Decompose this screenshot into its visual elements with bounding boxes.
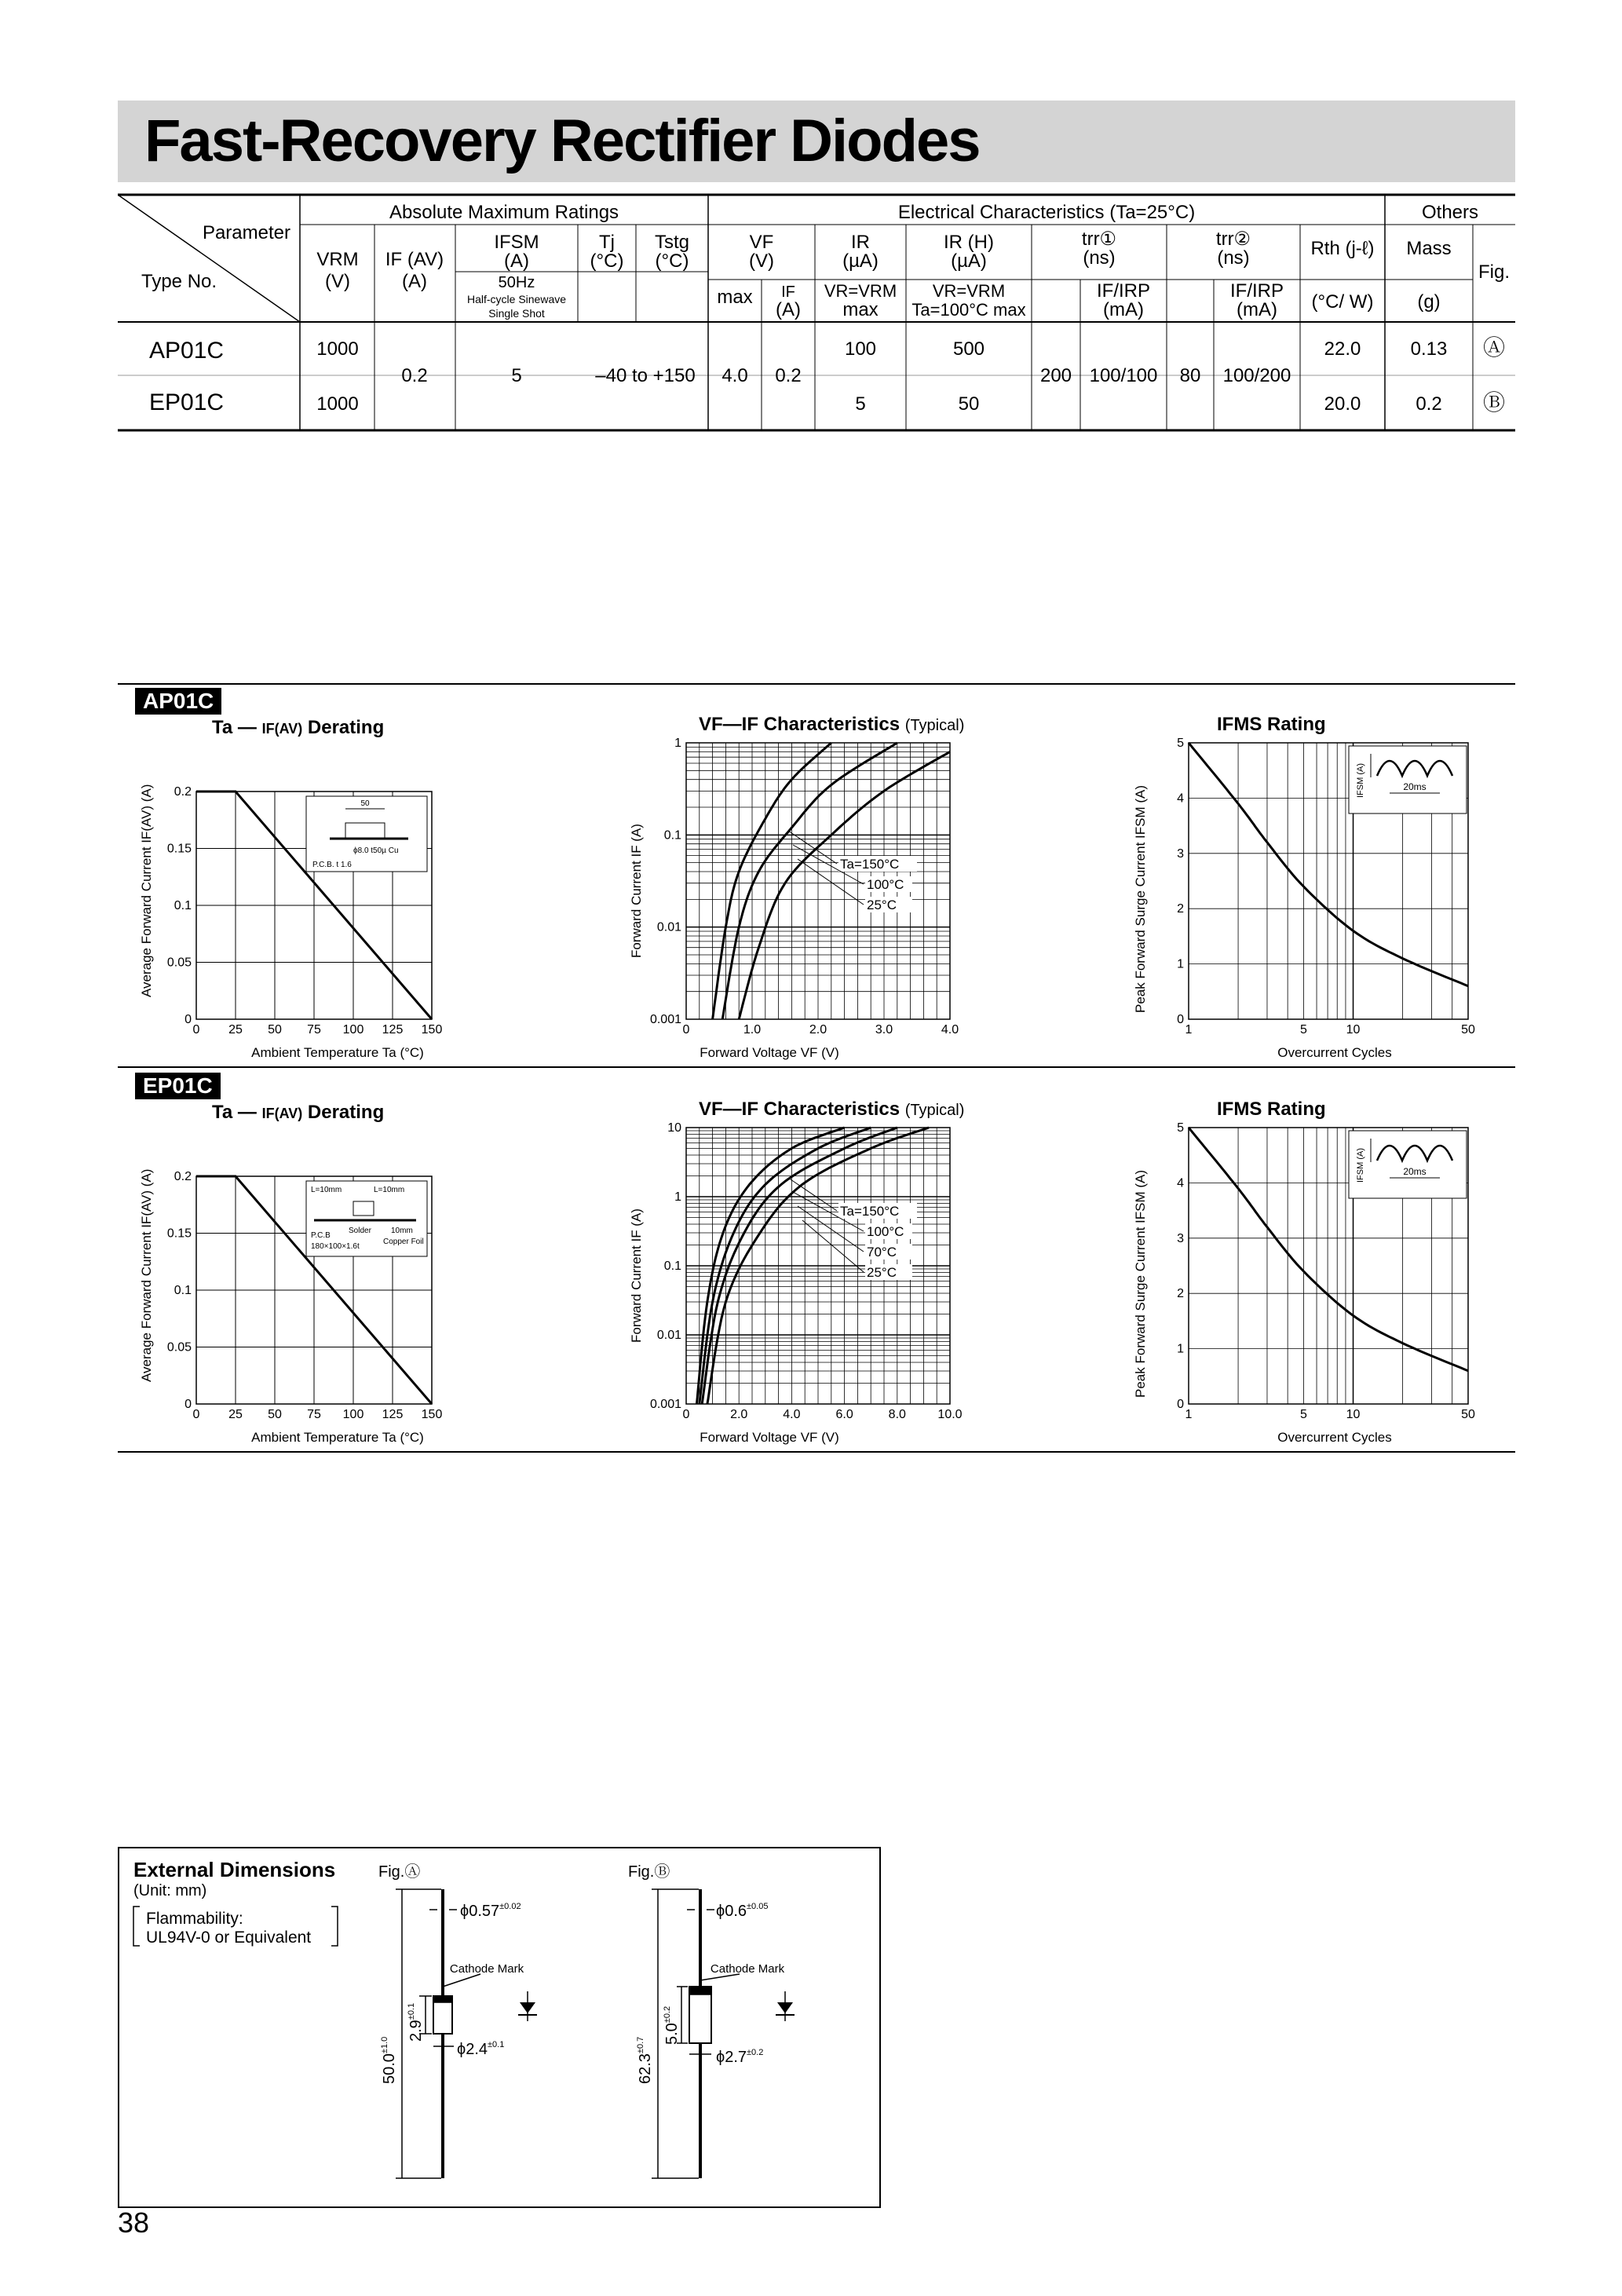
svg-text:50.0±1.0 xyxy=(380,2037,398,2084)
ep-derating-ytick: 0.2 xyxy=(174,1170,192,1183)
ap-ifsm-ytick: 0 xyxy=(1177,1013,1184,1026)
spec-table xyxy=(118,193,1515,432)
hdr-trr1: trr① xyxy=(1081,229,1117,250)
cell-trr1c: 100/100 xyxy=(1089,365,1158,386)
ep-vfif-legend-label: 70°C xyxy=(867,1245,897,1260)
page-number: 38 xyxy=(118,2206,150,2239)
a-len-tol: ±1.0 xyxy=(380,2036,389,2054)
hdr-tstg: Tstg xyxy=(654,232,690,253)
ep-vfif-xtick: 2.0 xyxy=(730,1408,748,1421)
svg-text:5.0±0.2 xyxy=(663,2006,681,2045)
ap-ifsm-inset-frame xyxy=(1349,746,1467,813)
ep-derating-inset-t3: Solder xyxy=(349,1227,371,1235)
hdr-elec: Electrical Characteristics (Ta=25°C) xyxy=(897,202,1196,223)
ap-ifsm-ytick: 4 xyxy=(1177,792,1184,806)
ep-vfif-ytick: 1 xyxy=(674,1190,681,1204)
ap-ifsm-ylabel: Peak Forward Surge Current IFSM (A) xyxy=(1133,784,1148,1013)
ap-derating-title-mid: IF(AV) xyxy=(261,721,303,737)
external-dimensions-box xyxy=(118,1847,881,2208)
ep-vfif-ylabel: Forward Current IF (A) xyxy=(629,1208,644,1343)
ep-derating-xtick: 50 xyxy=(268,1408,282,1421)
section-label-ap: AP01C xyxy=(135,688,221,715)
ap-derating-ytick: 0.2 xyxy=(174,785,192,799)
ap-derating-chart xyxy=(133,707,495,1060)
ap-ifsm-xtick: 50 xyxy=(1461,1023,1475,1036)
ep-derating-inset-device xyxy=(353,1201,374,1216)
svg-text:Ta — IF(AV) Derating: Ta — IF(AV) Derating xyxy=(212,1102,385,1123)
ap-derating-title-pre: Ta xyxy=(212,717,233,738)
ep-ifsm-xtick: 50 xyxy=(1461,1408,1475,1421)
ep-vfif-title-pre: VF xyxy=(699,1099,723,1120)
ap-vfif-xtick: 2.0 xyxy=(809,1023,827,1036)
ep-vfif-legend-label: Ta=150°C xyxy=(840,1204,900,1219)
hdr-ifsm: IFSM xyxy=(494,232,539,253)
hdr-trr1-c2: (mA) xyxy=(1103,299,1144,320)
ap-vfif-ytick: 1 xyxy=(674,737,681,750)
row-ep-vrm: 1000 xyxy=(316,393,359,415)
row-ap-irh: 500 xyxy=(952,338,985,360)
ap-derating-title-post: Derating xyxy=(307,717,385,738)
cell-vf-if: 0.2 xyxy=(775,365,802,386)
hdr-tj-u: (°C) xyxy=(590,250,624,272)
hdr-trr1-c: IF/IRP xyxy=(1096,280,1151,302)
ap-ifsm-ytick: 2 xyxy=(1177,902,1184,916)
b-dia: ϕ2.7 xyxy=(716,2049,747,2066)
a-lead: ϕ0.57 xyxy=(460,1903,500,1920)
a-body-tol: ±0.1 xyxy=(407,2002,416,2020)
hdr-type: Type No. xyxy=(141,271,217,292)
ext-flam2: UL94V-0 or Equivalent xyxy=(146,1929,312,1947)
ap-derating-xtick: 75 xyxy=(307,1023,321,1036)
cell-ifsm: 5 xyxy=(511,365,522,386)
ap-ifsm-chart xyxy=(1123,707,1500,1060)
svg-text:IFMS Rating xyxy=(1217,714,1326,735)
hdr-irh-c2: Ta=100°C max xyxy=(911,300,1026,320)
ap-ifsm-xtick: 5 xyxy=(1300,1023,1307,1036)
ep-derating-xtick: 125 xyxy=(382,1408,404,1421)
row-ap-ir: 100 xyxy=(844,338,877,360)
ep-derating-inset-t2: P.C.B xyxy=(311,1231,331,1240)
ep-derating-xtick: 75 xyxy=(307,1408,321,1421)
ep-derating-title-pre: Ta xyxy=(212,1102,233,1123)
row-ep-fig: Ⓑ xyxy=(1482,390,1506,415)
ep-derating-xtick: 150 xyxy=(421,1408,443,1421)
ap-ifsm-inset-ylabel: IFSM (A) xyxy=(1356,763,1365,798)
ap-vfif-title-post: Characteristics xyxy=(763,714,901,735)
ap-vfif-title-pre: VF xyxy=(699,714,723,735)
ep-ifsm-inset-ylabel: IFSM (A) xyxy=(1356,1148,1365,1183)
ep-derating-ytick: 0.05 xyxy=(166,1340,192,1355)
ep-vfif-ytick: 0.001 xyxy=(649,1398,681,1411)
ext-fig-a: Fig.Ⓐ xyxy=(378,1863,421,1881)
hdr-trr1-u: (ns) xyxy=(1083,247,1116,269)
row-ep-irh: 50 xyxy=(958,393,980,415)
row-ep-type: EP01C xyxy=(149,389,225,415)
ap-vfif-xtick: 1.0 xyxy=(743,1023,762,1036)
ap-vfif-legend-label: Ta=150°C xyxy=(840,857,900,872)
b-lead-tol: ±0.05 xyxy=(747,1902,769,1911)
ep-vfif-xtick: 6.0 xyxy=(835,1408,853,1421)
ep-ifsm-ylabel: Peak Forward Surge Current IFSM (A) xyxy=(1133,1169,1148,1398)
ep-ifsm-xtick: 1 xyxy=(1185,1408,1193,1421)
ep-vfif-ytick: 10 xyxy=(667,1121,681,1135)
hdr-ifav: IF (AV) xyxy=(385,249,444,270)
cell-ifav: 0.2 xyxy=(401,365,428,386)
hdr-vf-if: IF xyxy=(781,283,795,301)
ap-vfif-title-mid: IF xyxy=(741,714,758,735)
hdr-parameter: Parameter xyxy=(202,222,290,243)
svg-text:Ta — IF(AV) Derating: Ta — IF(AV) Derating xyxy=(212,717,385,738)
svg-text:IFMS Rating xyxy=(1217,1099,1326,1120)
ep-derating-chart xyxy=(133,1091,495,1445)
ap-derating-inset-device xyxy=(345,823,385,839)
ep-vfif-legend-label: 100°C xyxy=(867,1224,904,1239)
hdr-ifsm-c3: Single Shot xyxy=(488,307,545,320)
ep-ifsm-ytick: 4 xyxy=(1177,1176,1184,1190)
ap-derating-xtick: 25 xyxy=(228,1023,243,1036)
ep-derating-ytick: 0.15 xyxy=(166,1227,192,1241)
row-ep-rth: 20.0 xyxy=(1324,393,1361,415)
ep-derating-title-post: Derating xyxy=(307,1102,385,1123)
row-ap-vrm: 1000 xyxy=(316,338,359,360)
ext-title: External Dimensions xyxy=(133,1858,336,1881)
ext-unit: (Unit: mm) xyxy=(133,1882,207,1899)
cell-trr2: 80 xyxy=(1179,365,1201,386)
ep-vfif-chart xyxy=(620,1091,1013,1445)
section-divider-end xyxy=(118,1451,1515,1453)
ep-ifsm-ytick: 1 xyxy=(1177,1342,1184,1356)
row-ap-rth: 22.0 xyxy=(1324,338,1361,360)
hdr-vrm: VRM xyxy=(316,249,359,270)
title-bar xyxy=(118,101,1515,182)
ap-vfif-ylabel: Forward Current IF (A) xyxy=(629,824,644,958)
ap-ifsm-xtick: 1 xyxy=(1185,1023,1193,1036)
hdr-abs: Absolute Maximum Ratings xyxy=(389,202,619,223)
ap-derating-ytick: 0 xyxy=(184,1013,192,1026)
b-body-tol: ±0.2 xyxy=(663,2005,672,2024)
ext-flam1: Flammability: xyxy=(146,1910,243,1928)
ep-vfif-xlabel: Forward Voltage VF (V) xyxy=(700,1430,839,1445)
a-mark: Cathode Mark xyxy=(449,1962,524,1976)
ap-vfif-xtick: 4.0 xyxy=(941,1023,959,1036)
ap-derating-xtick: 0 xyxy=(192,1023,200,1036)
ap-ifsm-title-pre: IFMS xyxy=(1217,714,1262,735)
ap-vfif-ytick: 0.01 xyxy=(656,920,681,934)
ap-ifsm-ytick: 1 xyxy=(1177,957,1184,971)
row-ap-mass: 0.13 xyxy=(1410,338,1448,360)
row-ap-type: AP01C xyxy=(149,338,225,364)
ap-vfif-xtick: 3.0 xyxy=(875,1023,893,1036)
hdr-vrm-u: (V) xyxy=(325,271,350,292)
hdr-others: Others xyxy=(1421,202,1479,223)
ep-derating-inset-t1: L=10mm xyxy=(374,1186,405,1194)
cell-trr1: 200 xyxy=(1039,365,1072,386)
ap-derating-xtick: 125 xyxy=(382,1023,404,1036)
svg-text:VF—IF Characteristics (Typica: VF—IF Characteristics (Typical) xyxy=(699,714,965,735)
a-dia-tol: ±0.1 xyxy=(488,2040,505,2049)
ep-ifsm-xtick: 5 xyxy=(1300,1408,1307,1421)
ep-derating-ytick: 0.1 xyxy=(174,1284,192,1297)
hdr-tstg-u: (°C) xyxy=(655,250,689,272)
ep-vfif-legend-leader xyxy=(788,1178,837,1211)
svg-text:2.9±0.1 xyxy=(407,2003,425,2042)
hdr-fig: Fig. xyxy=(1478,261,1511,283)
ep-ifsm-chart xyxy=(1123,1091,1500,1445)
a-dia: ϕ2.4 xyxy=(457,2041,488,2058)
b-lead: ϕ0.6 xyxy=(716,1903,747,1920)
cell-vf: 4.0 xyxy=(721,365,748,386)
b-mark: Cathode Mark xyxy=(710,1962,785,1976)
hdr-irh: IR (H) xyxy=(944,232,994,253)
hdr-vf-max: max xyxy=(717,287,753,308)
ap-vfif-xtick: 0 xyxy=(682,1023,690,1036)
row-ap-fig: Ⓐ xyxy=(1482,335,1506,360)
svg-text:62.3±0.7 xyxy=(636,2037,654,2084)
hdr-rth: Rth (j-ℓ) xyxy=(1310,238,1375,259)
section-label-ep: EP01C xyxy=(135,1073,221,1099)
hdr-ir-c: VR=VRM xyxy=(824,281,897,301)
ap-derating-ytick: 0.15 xyxy=(166,842,192,856)
ep-ifsm-xtick: 10 xyxy=(1346,1408,1361,1421)
hdr-ifsm-c2: Half-cycle Sinewave xyxy=(466,293,567,305)
ep-ifsm-ytick: 2 xyxy=(1177,1287,1184,1301)
hdr-irh-c: VR=VRM xyxy=(932,281,1006,301)
b-dia-tol: ±0.2 xyxy=(747,2048,764,2057)
ep-derating-xtick: 100 xyxy=(342,1408,364,1421)
ap-vfif-chart xyxy=(620,707,1013,1060)
ep-derating-ytick: 0 xyxy=(184,1398,192,1411)
svg-text:ϕ2.7±0.2 xyxy=(716,2048,763,2066)
ep-ifsm-title-pre: IFMS xyxy=(1217,1099,1262,1120)
ep-derating-xtick: 0 xyxy=(192,1408,200,1421)
ep-vfif-xtick: 10.0 xyxy=(937,1408,963,1421)
hdr-trr2-u: (ns) xyxy=(1217,247,1250,269)
ep-derating-inset-t0: L=10mm xyxy=(311,1186,342,1194)
ep-ifsm-title-post: Rating xyxy=(1267,1099,1326,1120)
ap-derating-xtick: 150 xyxy=(421,1023,443,1036)
ap-ifsm-ytick: 3 xyxy=(1177,846,1184,861)
a-len: 50.0 xyxy=(381,2053,398,2084)
b-len: 62.3 xyxy=(637,2053,654,2084)
ep-vfif-title-typ: (Typical) xyxy=(904,1102,965,1119)
a-body: 2.9 xyxy=(407,2020,425,2042)
hdr-ifsm-u: (A) xyxy=(504,250,529,272)
external-dimensions-drawing xyxy=(119,1848,879,2206)
ap-vfif-legend-label: 100°C xyxy=(867,877,904,892)
ap-derating-inset-t0: 50 xyxy=(360,799,370,808)
ap-ifsm-xtick: 10 xyxy=(1346,1023,1361,1036)
row-ep-ir: 5 xyxy=(855,393,866,415)
hdr-vf-u: (V) xyxy=(749,250,774,272)
hdr-trr2: trr② xyxy=(1215,229,1251,250)
ap-ifsm-ytick: 5 xyxy=(1177,737,1184,750)
svg-text:VF—IF Characteristics (Typica: VF—IF Characteristics (Typical) xyxy=(699,1099,965,1120)
ep-ifsm-ytick: 5 xyxy=(1177,1121,1184,1135)
page-title: Fast-Recovery Rectifier Diodes xyxy=(144,108,980,174)
ep-vfif-legend-leader xyxy=(802,1220,864,1272)
ap-vfif-ytick: 0.1 xyxy=(663,828,681,843)
ep-derating-inset-t6: Copper Foil xyxy=(383,1238,424,1246)
ap-derating-xlabel: Ambient Temperature Ta (°C) xyxy=(251,1045,424,1060)
hdr-trr2-c: IF/IRP xyxy=(1229,280,1284,302)
cell-trr2c: 100/200 xyxy=(1222,365,1291,386)
hdr-ifav-u: (A) xyxy=(402,271,427,292)
ep-vfif-legend-label: 25°C xyxy=(867,1265,897,1280)
hdr-vf: VF xyxy=(749,232,774,253)
ap-vfif-legend-label: 25°C xyxy=(867,898,897,912)
svg-text:ϕ0.57±0.02 xyxy=(460,1902,521,1920)
ep-ifsm-xlabel: Overcurrent Cycles xyxy=(1277,1430,1392,1445)
a-lead-tol: ±0.02 xyxy=(499,1902,521,1911)
section-divider-ep xyxy=(118,1066,1515,1068)
ap-ifsm-title-post: Rating xyxy=(1267,714,1326,735)
ep-derating-inset-t5: 180×100×1.6t xyxy=(311,1242,360,1251)
ep-vfif-ytick: 0.1 xyxy=(663,1260,681,1273)
hdr-vf-if-u: (A) xyxy=(776,299,801,320)
b-body: 5.0 xyxy=(663,2023,681,2045)
ap-ifsm-xlabel: Overcurrent Cycles xyxy=(1277,1045,1392,1060)
ep-derating-xlabel: Ambient Temperature Ta (°C) xyxy=(251,1430,424,1445)
svg-text:ϕ0.6±0.05 xyxy=(716,1902,768,1920)
b-len-tol: ±0.7 xyxy=(636,2036,645,2054)
ep-vfif-xtick: 8.0 xyxy=(888,1408,906,1421)
hdr-irh-u: (µA) xyxy=(951,250,987,272)
ep-ifsm-inset-t: 20ms xyxy=(1403,1166,1427,1177)
cell-tj-tstg: –40 to +150 xyxy=(595,365,696,386)
ap-derating-ytick: 0.1 xyxy=(174,899,192,912)
hdr-rth-u: (°C/ W) xyxy=(1311,291,1374,313)
ep-ifsm-ytick: 0 xyxy=(1177,1398,1184,1411)
ext-fig-b: Fig.Ⓑ xyxy=(628,1863,670,1881)
ap-derating-ytick: 0.05 xyxy=(166,956,192,970)
ep-derating-title-mid: IF(AV) xyxy=(261,1106,303,1121)
hdr-mass: Mass xyxy=(1406,238,1452,259)
ep-derating-inset-t4: 10mm xyxy=(391,1227,413,1235)
ap-derating-xtick: 50 xyxy=(268,1023,282,1036)
ap-derating-ylabel: Average Forward Current IF(AV) (A) xyxy=(139,784,154,997)
ap-vfif-ytick: 0.001 xyxy=(649,1013,681,1026)
ep-ifsm-inset-frame xyxy=(1349,1131,1467,1198)
ep-derating-xtick: 25 xyxy=(228,1408,243,1421)
ep-derating-ylabel: Average Forward Current IF(AV) (A) xyxy=(139,1168,154,1382)
ep-vfif-xtick: 0 xyxy=(682,1408,690,1421)
ap-vfif-xlabel: Forward Voltage VF (V) xyxy=(700,1045,839,1060)
ep-vfif-title-mid: IF xyxy=(741,1099,758,1120)
ep-vfif-ytick: 0.01 xyxy=(656,1329,681,1342)
hdr-ifsm-c1: 50Hz xyxy=(498,274,535,291)
hdr-tj: Tj xyxy=(599,232,615,253)
ap-vfif-title-typ: (Typical) xyxy=(904,717,965,734)
hdr-ir-c2: max xyxy=(842,299,879,320)
ap-derating-inset-t2: P.C.B. t 1.6 xyxy=(312,861,352,869)
ap-derating-inset-t1: ϕ8.0 t50µ Cu xyxy=(353,846,399,855)
svg-text:ϕ2.4±0.1 xyxy=(457,2040,504,2058)
row-ep-mass: 0.2 xyxy=(1416,393,1442,415)
ap-ifsm-inset-t: 20ms xyxy=(1403,781,1427,792)
section-divider-ap xyxy=(118,683,1515,685)
hdr-ir: IR xyxy=(851,232,870,253)
hdr-trr2-c2: (mA) xyxy=(1237,299,1277,320)
ep-vfif-title-post: Characteristics xyxy=(763,1099,901,1120)
ep-ifsm-ytick: 3 xyxy=(1177,1231,1184,1245)
hdr-ir-u: (µA) xyxy=(842,250,879,272)
hdr-mass-u: (g) xyxy=(1417,291,1441,313)
ep-vfif-xtick: 4.0 xyxy=(783,1408,801,1421)
ap-derating-xtick: 100 xyxy=(342,1023,364,1036)
